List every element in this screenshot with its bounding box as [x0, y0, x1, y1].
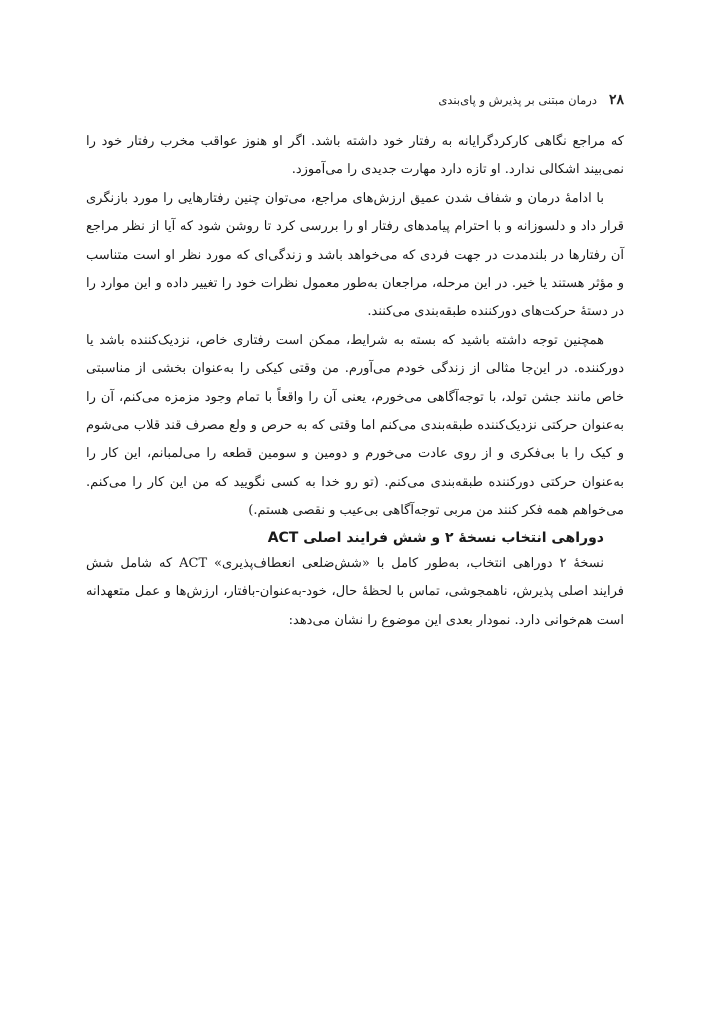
paragraph-continuation: که مراجع نگاهی کارکردگرایانه به رفتار خود داشته باشد. اگر او هنوز عواقب مخرب رفتار خود را نمی‌بیند اشکالی ندارد. او تازه دارد مهارت جدیدی را می‌آموزد.	[86, 134, 624, 178]
page-number: ۲۸	[608, 92, 624, 108]
paragraph-hexaflex: نسخهٔ ۲ دوراهی انتخاب، به‌طور کامل با «شش‌ضلعی انعطاف‌پذیری» ACT که شامل شش فرایند اصلی پذیرش، ناهمجوشی، تماس با لحظهٔ حال، خود-به‌عنوان-بافتار، ارزش‌ها و عمل متعهدانه است هم‌خوانی دارد. نمودار بعدی این موضوع را نشان می‌دهد:	[86, 555, 624, 628]
paragraph-cake-example: همچنین توجه داشته باشید که بسته به شرایط، ممکن است رفتاری خاص، نزدیک‌کننده باشد یا دورکننده. در این‌جا مثالی از زندگی خودم می‌آورم. من وقتی کیکی را به‌عنوان بخشی از مناسبتی خاص مانند جشن تولد، با توجه‌آگاهی می‌خورم، یعنی آن را واقعاً با تمام وجود مزمزه می‌کنم، آن را به‌عنوان حرکتی نزدیک‌کننده طبقه‌بندی می‌کنم اما وقتی که به حرص و ولع مصرف قند قلاب می‌شوم و کیک را با بی‌فکری و از روی عادت می‌خورم و دومین و سومین قطعه را می‌لمبانم، این کار را به‌عنوان حرکتی دورکننده طبقه‌بندی می‌کنم. (تو رو خدا به کسی نگویید که من این کار را می‌کنم. می‌خواهم همه فکر کنند من مربی توجه‌آگاهی بی‌عیب و نقصی هستم.)	[86, 332, 624, 519]
page-body	[86, 128, 624, 635]
paragraph-values-review: با ادامهٔ درمان و شفاف شدن عمیق ارزش‌های مراجع، می‌توان چنین رفتارهایی را مورد بازنگری قرار داد و دلسوزانه و با احترام پیامدهای رفتار او را بررسی کرد تا روشن شود که آیا از نظر مراجع آن رفتارها در بلندمدت در جهت فردی که می‌خواهد باشد و زندگی‌ای که مورد نظر او است متناسب و مؤثر هستند یا خیر. در این مرحله، مراجعان به‌طور معمول نظرات خود را تغییر داده و این موارد را در دستهٔ حرکت‌های دورکننده طبقه‌بندی می‌کنند.	[86, 190, 624, 320]
running-title: درمان مبتنی بر پذیرش و پای‌بندی	[438, 93, 597, 107]
running-header	[86, 92, 624, 112]
section-heading: دوراهی انتخاب نسخهٔ ۲ و شش فرایند اصلی ACT	[267, 529, 604, 546]
